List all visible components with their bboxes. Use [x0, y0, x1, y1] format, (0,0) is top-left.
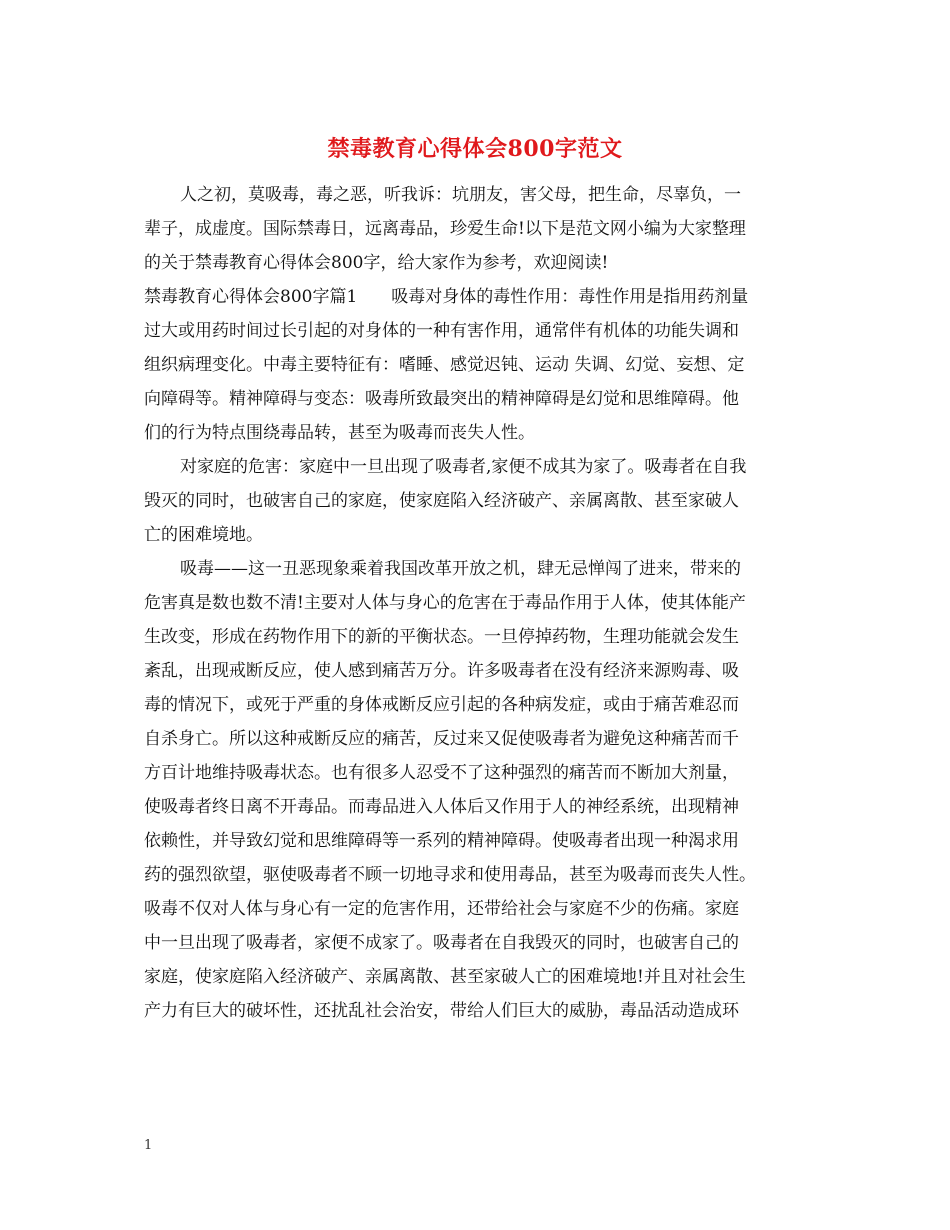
- paragraph-line: 辈子，成虚度。国际禁毒日，远离毒品，珍爱生命!以下是范文网小编为大家整理: [144, 219, 746, 239]
- paragraph-line: 药的强烈欲望，驱使吸毒者不顾一切地寻求和使用毒品，甚至为吸毒而丧失人性。: [144, 865, 756, 885]
- document-body: [144, 178, 824, 1028]
- paragraph-line: 向障碍等。精神障碍与变态：吸毒所致最突出的精神障碍是幻觉和思维障碍。他: [144, 389, 739, 409]
- paragraph-line: 们的行为特点围绕毒品转，甚至为吸毒而丧失人性。: [144, 423, 535, 443]
- paragraph-line: 依赖性，并导致幻觉和思维障碍等一系列的精神障碍。使吸毒者出现一种渴求用: [144, 831, 739, 851]
- paragraph-line: 对家庭的危害：家庭中一旦出现了吸毒者,家便不成其为家了。吸毒者在自我: [180, 457, 747, 477]
- paragraph-line: 生改变，形成在药物作用下的新的平衡状态。一旦停掉药物，生理功能就会发生: [144, 627, 739, 647]
- paragraph-line: 紊乱，出现戒断反应，使人感到痛苦万分。许多吸毒者在没有经济来源购毒、吸: [144, 661, 739, 681]
- paragraph-line: 禁毒教育心得体会800字篇1 吸毒对身体的毒性作用：毒性作用是指用药剂量: [144, 287, 749, 307]
- paragraph-line: 产力有巨大的破坏性，还扰乱社会治安，带给人们巨大的威胁，毒品活动造成环: [144, 1001, 739, 1021]
- page-number: 1: [144, 1138, 153, 1153]
- paragraph-line: 毁灭的同时，也破害自己的家庭，使家庭陷入经济破产、亲属离散、甚至家破人: [144, 491, 739, 511]
- paragraph-line: 人之初，莫吸毒，毒之恶，听我诉：坑朋友，害父母，把生命，尽辜负，一: [180, 185, 741, 205]
- paragraph-line: 方百计地维持吸毒状态。也有很多人忍受不了这种强烈的痛苦而不断加大剂量，: [144, 763, 739, 783]
- paragraph-line: 自杀身亡。所以这种戒断反应的痛苦，反过来又促使吸毒者为避免这种痛苦而千: [144, 729, 739, 749]
- paragraph-line: 的关于禁毒教育心得体会800字，给大家作为参考，欢迎阅读!: [144, 253, 609, 273]
- paragraph-line: 中一旦出现了吸毒者，家便不成家了。吸毒者在自我毁灭的同时，也破害自己的: [144, 933, 739, 953]
- paragraph-line: 家庭，使家庭陷入经济破产、亲属离散、甚至家破人亡的困难境地!并且对社会生: [144, 967, 746, 987]
- paragraph-line: 毒的情况下，或死于严重的身体戒断反应引起的各种病发症，或由于痛苦难忍而: [144, 695, 739, 715]
- paragraph-line: 过大或用药时间过长引起的对身体的一种有害作用，通常伴有机体的功能失调和: [144, 321, 739, 341]
- paragraph-line: 使吸毒者终日离不开毒品。而毒品进入人体后又作用于人的神经系统，出现精神: [144, 797, 739, 817]
- paragraph-line: 吸毒不仅对人体与身心有一定的危害作用，还带给社会与家庭不少的伤痛。家庭: [144, 899, 739, 919]
- paragraph-line: 吸毒——这一丑恶现象乘着我国改革开放之机，肆无忌惮闯了进来，带来的: [180, 559, 741, 579]
- paragraph-line: 亡的困难境地。: [144, 525, 263, 545]
- paragraph-line: 危害真是数也数不清!主要对人体与身心的危害在于毒品作用于人体，使其体能产: [144, 593, 746, 613]
- paragraph-line: 组织病理变化。中毒主要特征有：嗜睡、感觉迟钝、运动 失调、幻觉、妄想、定: [144, 355, 745, 375]
- page-title: 禁毒教育心得体会800字范文: [327, 136, 623, 162]
